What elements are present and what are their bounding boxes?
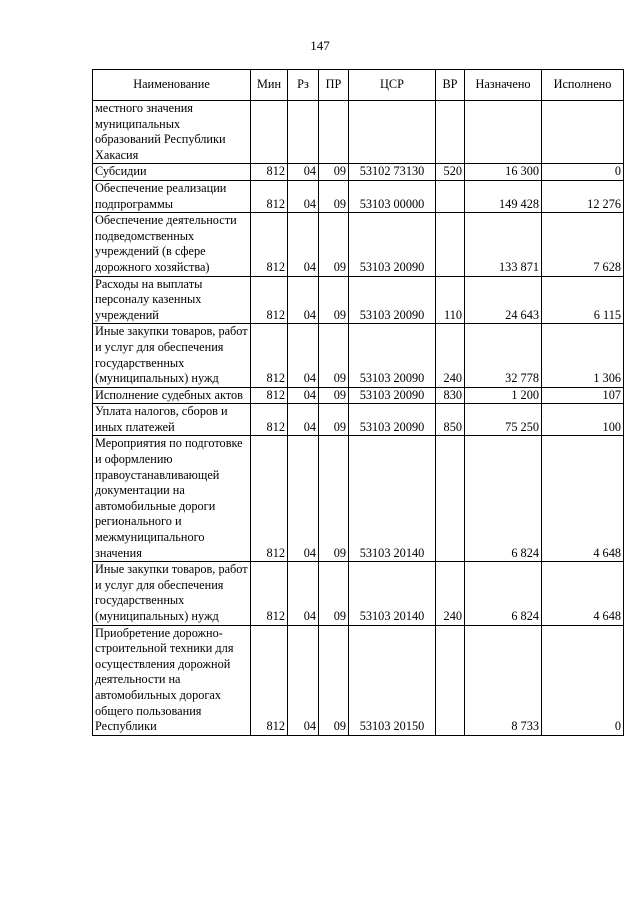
cell-vr: 520 [436, 164, 465, 181]
cell-name: Уплата налогов, сборов и иных платежей [93, 404, 251, 436]
header-assigned: Назначено [465, 70, 542, 101]
cell-vr [436, 180, 465, 212]
cell-min: 812 [251, 213, 288, 276]
cell-rz: 04 [288, 164, 319, 181]
cell-pr: 09 [319, 436, 349, 562]
header-name: Наименование [93, 70, 251, 101]
cell-assigned: 24 643 [465, 276, 542, 324]
header-rz: Рз [288, 70, 319, 101]
cell-csr: 53103 20150 [349, 625, 436, 735]
table-row [93, 625, 624, 735]
cell-pr: 09 [319, 180, 349, 212]
table-row [93, 164, 624, 181]
table-row [93, 436, 624, 562]
cell-executed: 12 276 [542, 180, 624, 212]
cell-assigned: 1 200 [465, 387, 542, 404]
header-min: Мин [251, 70, 288, 101]
header-executed: Исполнено [542, 70, 624, 101]
cell-executed: 4 648 [542, 436, 624, 562]
cell-vr [436, 101, 465, 164]
cell-name: Обеспечение деятельности подведомственных учреждений (в сфере дорожного хозяйства) [93, 213, 251, 276]
cell-assigned: 75 250 [465, 404, 542, 436]
cell-rz: 04 [288, 180, 319, 212]
cell-min: 812 [251, 387, 288, 404]
cell-name: Приобретение дорожно-строительной техники для осуществления дорожной деятельности на автомобильных дорогах общего пользования Республики [93, 625, 251, 735]
table-row [93, 562, 624, 625]
cell-name: Субсидии [93, 164, 251, 181]
cell-pr: 09 [319, 404, 349, 436]
cell-executed: 1 306 [542, 324, 624, 387]
cell-csr: 53103 20090 [349, 213, 436, 276]
cell-executed: 0 [542, 164, 624, 181]
cell-pr: 09 [319, 625, 349, 735]
table-row [93, 213, 624, 276]
cell-assigned: 16 300 [465, 164, 542, 181]
cell-min: 812 [251, 404, 288, 436]
cell-assigned: 6 824 [465, 436, 542, 562]
cell-csr: 53103 20090 [349, 324, 436, 387]
cell-rz: 04 [288, 562, 319, 625]
cell-name: местного значения муниципальных образований Республики Хакасия [93, 101, 251, 164]
table-row [93, 180, 624, 212]
cell-vr: 830 [436, 387, 465, 404]
table-header-row [93, 70, 624, 101]
cell-csr: 53103 20090 [349, 387, 436, 404]
cell-name: Иные закупки товаров, работ и услуг для обеспечения государственных (муниципальных) нужд [93, 562, 251, 625]
cell-pr: 09 [319, 276, 349, 324]
cell-pr: 09 [319, 213, 349, 276]
cell-min: 812 [251, 436, 288, 562]
cell-name: Мероприятия по подготовке и оформлению правоустанавливающей документации на автомобильные дороги регионального и межмуниципального значения [93, 436, 251, 562]
cell-executed: 0 [542, 625, 624, 735]
cell-vr: 110 [436, 276, 465, 324]
table-row [93, 387, 624, 404]
cell-assigned [465, 101, 542, 164]
table-body [93, 101, 624, 736]
cell-rz: 04 [288, 213, 319, 276]
cell-pr: 09 [319, 387, 349, 404]
cell-assigned: 8 733 [465, 625, 542, 735]
page-number: 147 [310, 38, 330, 53]
cell-vr: 850 [436, 404, 465, 436]
cell-rz: 04 [288, 625, 319, 735]
cell-csr: 53103 20090 [349, 404, 436, 436]
cell-name: Иные закупки товаров, работ и услуг для обеспечения государственных (муниципальных) нужд [93, 324, 251, 387]
cell-executed [542, 101, 624, 164]
cell-assigned: 149 428 [465, 180, 542, 212]
cell-vr: 240 [436, 324, 465, 387]
table-row [93, 276, 624, 324]
cell-pr [319, 101, 349, 164]
header-pr: ПР [319, 70, 349, 101]
cell-csr: 53102 73130 [349, 164, 436, 181]
table-row [93, 324, 624, 387]
cell-name: Расходы на выплаты персоналу казенных учреждений [93, 276, 251, 324]
cell-csr: 53103 20140 [349, 436, 436, 562]
cell-name: Обеспечение реализации подпрограммы [93, 180, 251, 212]
header-csr: ЦСР [349, 70, 436, 101]
cell-csr [349, 101, 436, 164]
cell-rz: 04 [288, 436, 319, 562]
cell-rz: 04 [288, 387, 319, 404]
cell-rz: 04 [288, 324, 319, 387]
cell-pr: 09 [319, 562, 349, 625]
cell-csr: 53103 20090 [349, 276, 436, 324]
cell-executed: 6 115 [542, 276, 624, 324]
cell-executed: 7 628 [542, 213, 624, 276]
cell-min: 812 [251, 164, 288, 181]
cell-executed: 107 [542, 387, 624, 404]
cell-min: 812 [251, 276, 288, 324]
cell-pr: 09 [319, 324, 349, 387]
cell-assigned: 133 871 [465, 213, 542, 276]
cell-rz [288, 101, 319, 164]
header-vr: ВР [436, 70, 465, 101]
cell-assigned: 32 778 [465, 324, 542, 387]
cell-vr [436, 213, 465, 276]
cell-vr [436, 625, 465, 735]
cell-executed: 4 648 [542, 562, 624, 625]
table-row [93, 101, 624, 164]
cell-executed: 100 [542, 404, 624, 436]
cell-rz: 04 [288, 404, 319, 436]
budget-table [92, 69, 624, 736]
table-row [93, 404, 624, 436]
cell-min: 812 [251, 562, 288, 625]
cell-min: 812 [251, 324, 288, 387]
cell-csr: 53103 00000 [349, 180, 436, 212]
cell-pr: 09 [319, 164, 349, 181]
cell-min: 812 [251, 180, 288, 212]
cell-csr: 53103 20140 [349, 562, 436, 625]
cell-vr: 240 [436, 562, 465, 625]
cell-vr [436, 436, 465, 562]
cell-name: Исполнение судебных актов [93, 387, 251, 404]
cell-min [251, 101, 288, 164]
cell-min: 812 [251, 625, 288, 735]
cell-assigned: 6 824 [465, 562, 542, 625]
cell-rz: 04 [288, 276, 319, 324]
